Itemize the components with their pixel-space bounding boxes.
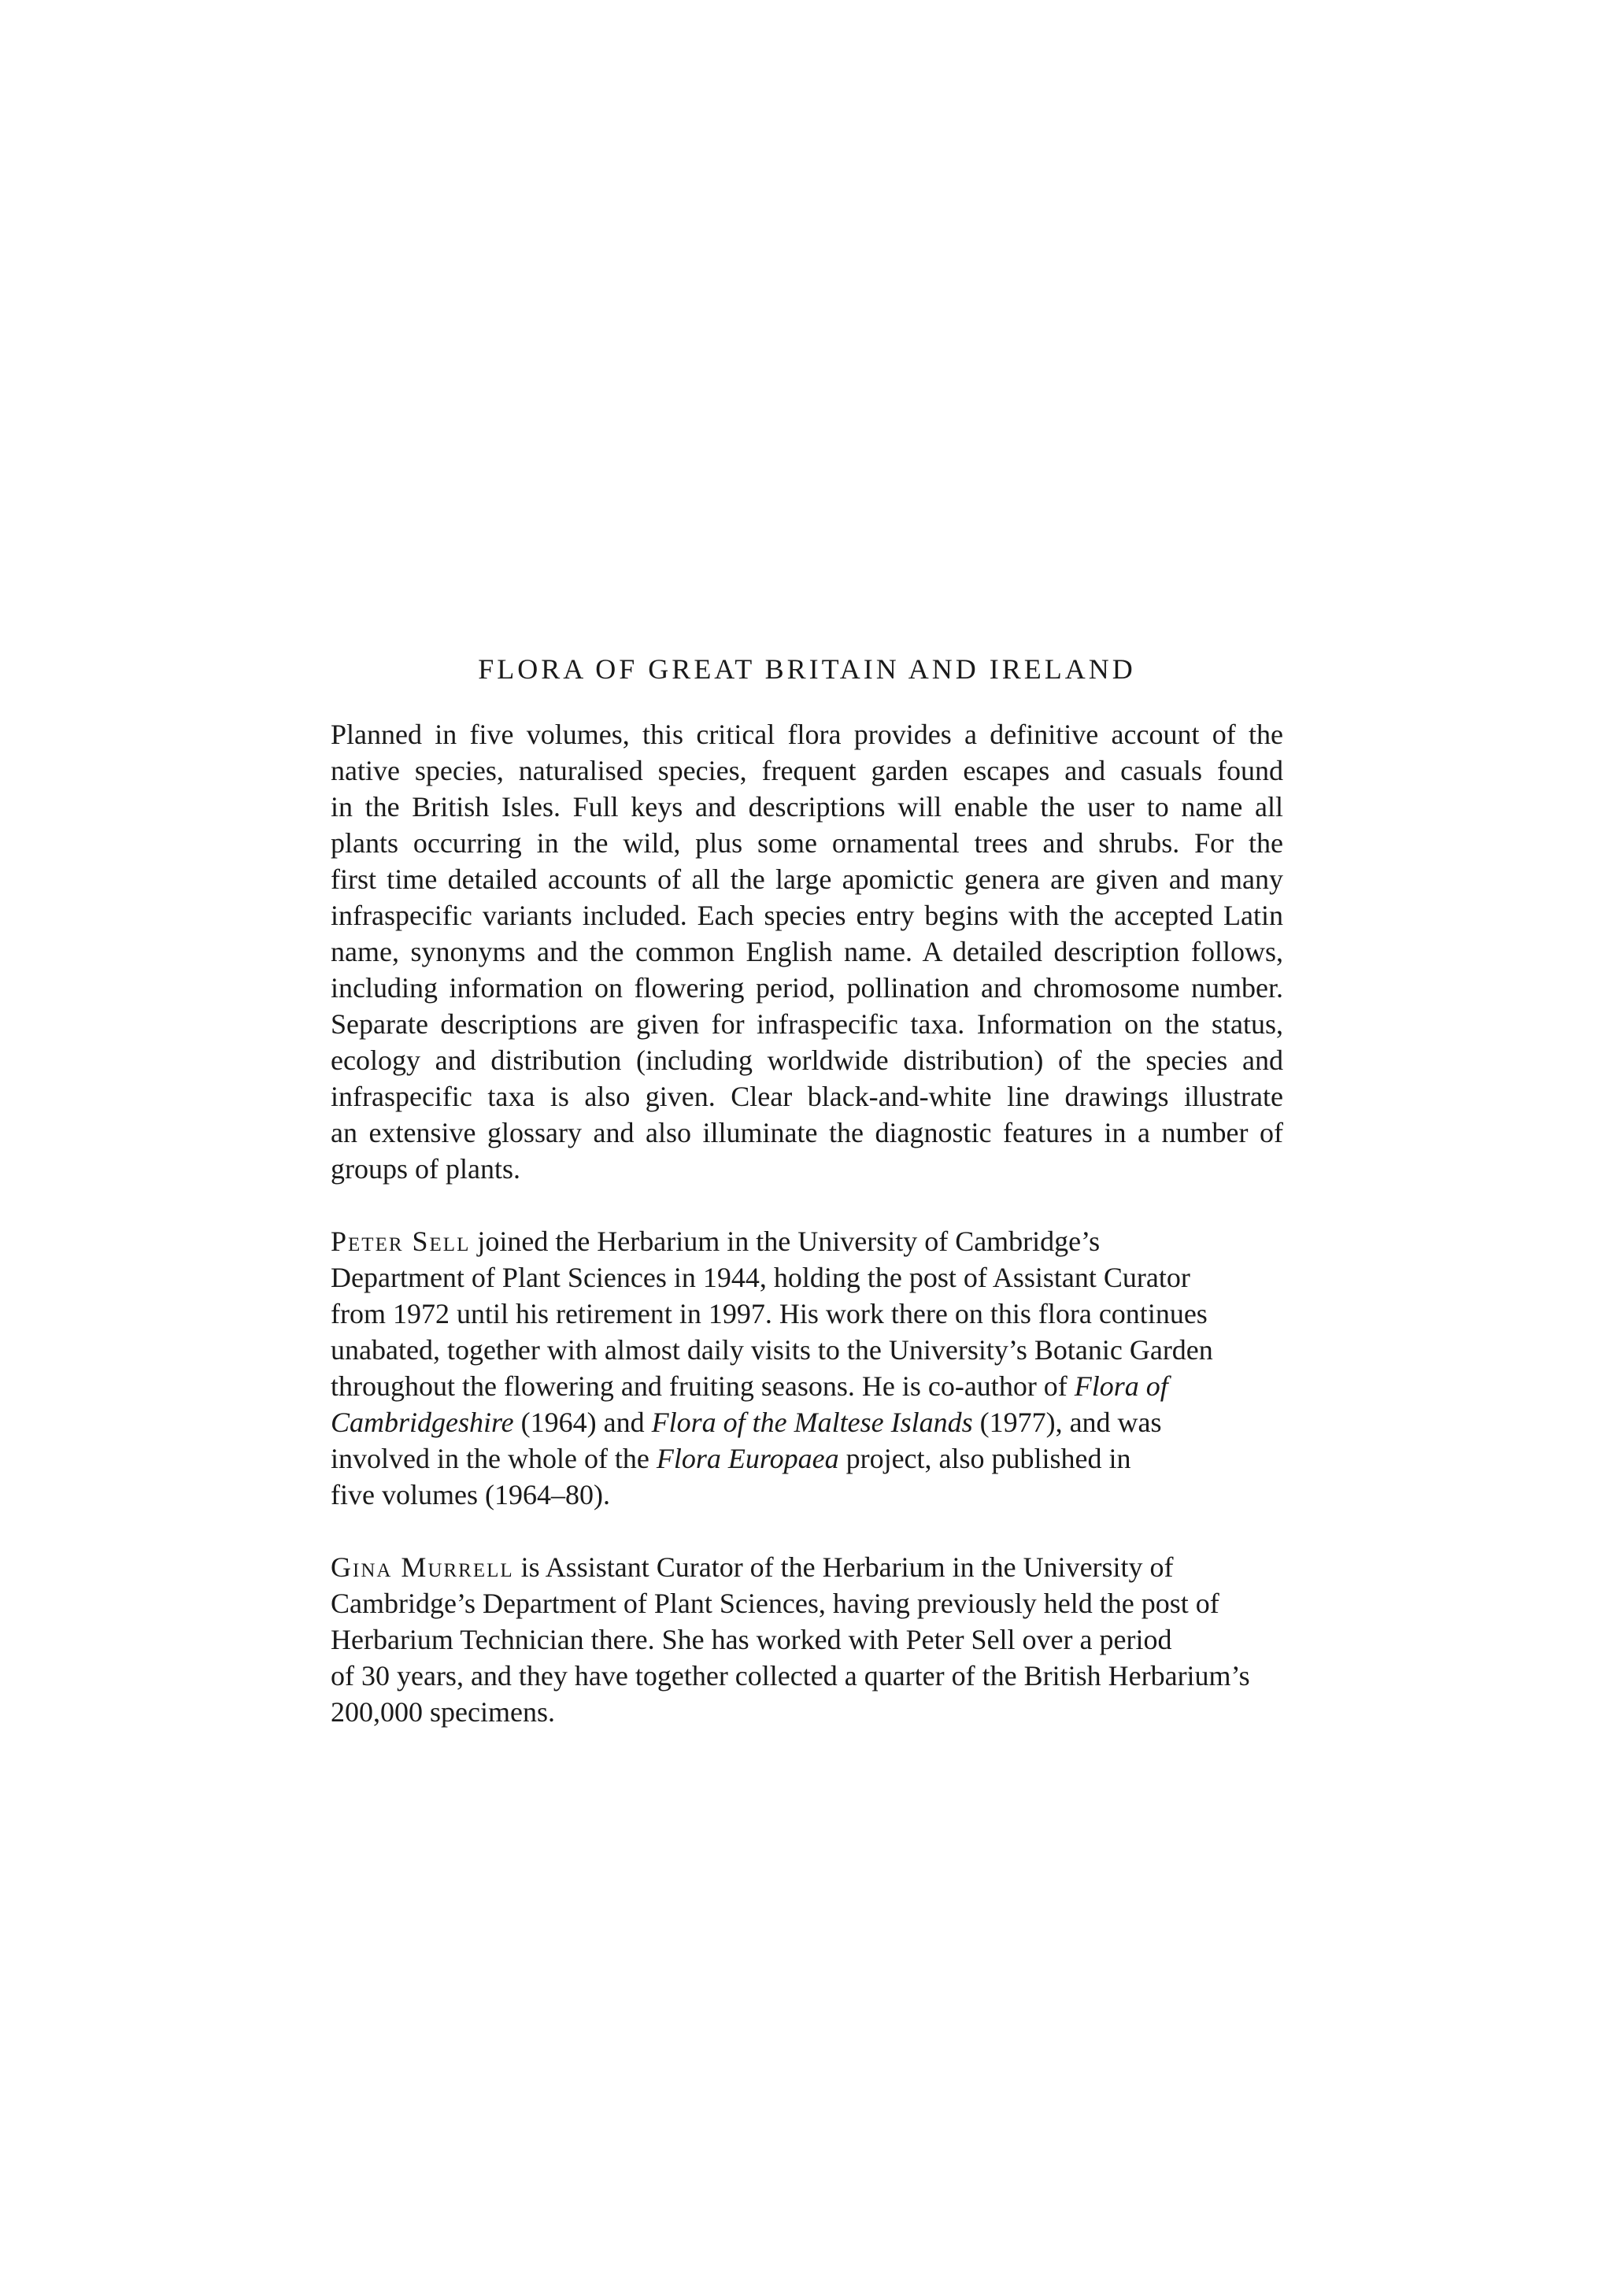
bio-line: Gina Murrell is Assistant Curator of the Herbarium in the University of — [331, 1551, 1174, 1583]
description-line: ecology and distribution (including worldwide distribution) of the species and — [331, 1044, 1283, 1076]
description-line: groups of plants. — [331, 1153, 520, 1185]
description-line: name, synonyms and the common English name. A detailed description follows, — [331, 936, 1283, 967]
bio-line: Cambridgeshire (1964) and Flora of the Maltese Islands (1977), and was — [331, 1407, 1162, 1438]
book-title: Flora of the Maltese Islands — [651, 1407, 973, 1438]
bio-line: throughout the flowering and fruiting seasons. He is co-author of Flora of — [331, 1370, 1168, 1402]
series-title: FLORA OF GREAT BRITAIN AND IRELAND — [478, 653, 1136, 685]
bio-line: from 1972 until his retirement in 1997. His work there on this flora continues — [331, 1298, 1208, 1329]
description-line: plants occurring in the wild, plus some ornamental trees and shrubs. For the — [331, 827, 1283, 859]
page-content — [331, 645, 1283, 1730]
bio-line: of 30 years, and they have together collected a quarter of the British Herbarium’s — [331, 1660, 1250, 1691]
bio-line: Herbarium Technician there. She has worked with Peter Sell over a period — [331, 1624, 1172, 1655]
description-line: Planned in five volumes, this critical flora provides a definitive account of the — [331, 719, 1283, 750]
bio-line: unabated, together with almost daily visits to the University’s Botanic Garden — [331, 1334, 1213, 1366]
author-name: Peter Sell — [331, 1226, 471, 1257]
bio-line: 200,000 specimens. — [331, 1696, 555, 1728]
bio-line: Cambridge’s Department of Plant Sciences, having previously held the post of — [331, 1588, 1219, 1619]
description-line: first time detailed accounts of all the large apomictic genera are given and many — [331, 863, 1283, 895]
author-bio-gina-murrell — [331, 1549, 1283, 1730]
bio-line: five volumes (1964–80). — [331, 1479, 610, 1510]
description-line: an extensive glossary and also illuminate the diagnostic features in a number of — [331, 1117, 1283, 1148]
book-title: Cambridgeshire — [331, 1407, 514, 1438]
description-line: including information on flowering period, pollination and chromosome number. — [331, 972, 1283, 1004]
author-bio-peter-sell — [331, 1223, 1283, 1513]
bio-line: Department of Plant Sciences in 1944, holding the post of Assistant Curator — [331, 1262, 1190, 1293]
description-line: in the British Isles. Full keys and descriptions will enable the user to name all — [331, 791, 1283, 823]
bio-line: Peter Sell joined the Herbarium in the University of Cambridge’s — [331, 1226, 1101, 1257]
description-line: Separate descriptions are given for infraspecific taxa. Information on the status, — [331, 1008, 1283, 1040]
description-line: infraspecific taxa is also given. Clear black-and-white line drawings illustrate — [331, 1081, 1283, 1112]
book-title: Flora of — [1074, 1370, 1168, 1402]
book-title: Flora Europaea — [656, 1443, 839, 1474]
author-name: Gina Murrell — [331, 1551, 514, 1583]
description-line: native species, naturalised species, frequent garden escapes and casuals found — [331, 755, 1283, 786]
description-line: infraspecific variants included. Each species entry begins with the accepted Latin — [331, 900, 1283, 931]
series-description — [331, 716, 1283, 1187]
bio-line: involved in the whole of the Flora Europaea project, also published in — [331, 1443, 1131, 1474]
